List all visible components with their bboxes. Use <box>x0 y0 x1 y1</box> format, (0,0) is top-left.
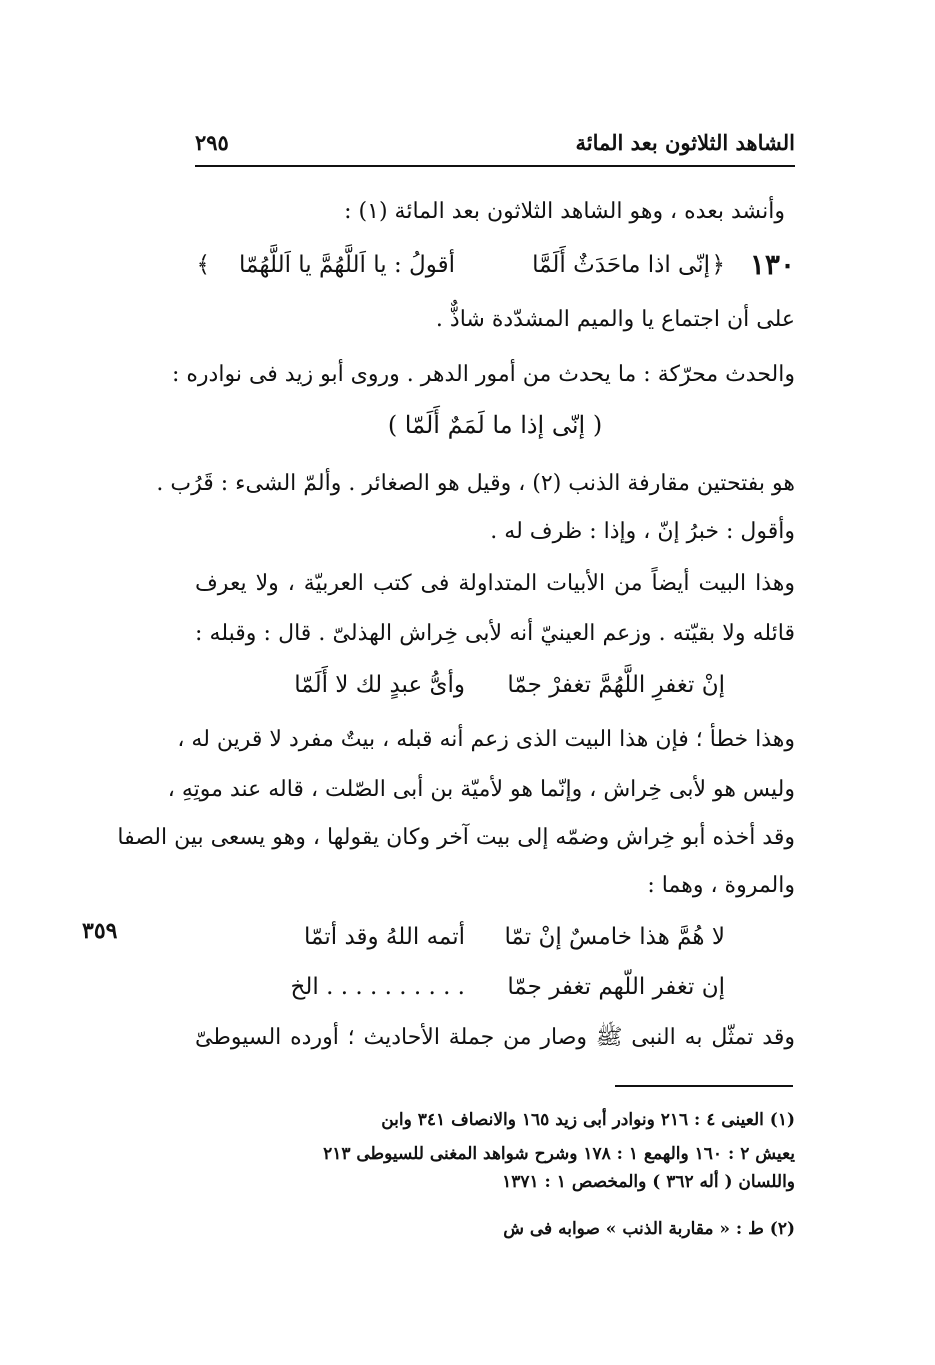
verse-number: ١٣٠ <box>749 248 795 281</box>
body-line: وليس هو لأبى خِراش ، وإنّما هو لأميّة بن أبى الصّلت ، قاله عند موتِهِ ، <box>167 777 795 802</box>
verse-close-mark: ﴾ <box>196 252 210 278</box>
body-line: والمروة ، وهما : <box>647 873 795 898</box>
header-rule <box>195 165 795 167</box>
poem-first-hemistich: إن تغفر اللّهم تغفر جمّا <box>507 974 725 1000</box>
verse-open-mark: ﴿ <box>711 252 725 278</box>
poem-first-hemistich: لا هُمَّ هذا خامسٌ إنْ تمّا <box>504 924 725 950</box>
poem-verse <box>195 664 795 706</box>
running-header <box>195 122 795 162</box>
page-number: ٢٩٥ <box>195 129 229 155</box>
body-line: وهذا خطأ ؛ فإن هذا البيت الذى زعم أنه قبله ، بيتٌ مفرد لا قرين له ، <box>177 727 795 752</box>
running-title: الشاهد الثلاثون بعد المائة <box>575 129 795 155</box>
poem-verse <box>195 966 795 1008</box>
verse-second-hemistich: أقولُ : يا اَللَّهُمَّ يا اَللَّهُمّا <box>239 252 455 278</box>
footnote-1: (١) العينى ٤ : ٢١٦ ونوادر أبى زيد ١٦٥ والانصاف ٣٤١ وابن <box>381 1110 795 1130</box>
poem-verse <box>195 916 795 958</box>
body-line: قائله ولا بقيّته . وزعم العينيّ أنه لأبى خِراش الهذلىّ . قال : وقبله : <box>195 621 795 646</box>
body-line: وأقول : خبرُ إنّ ، وإذا : ظرف له . <box>490 519 795 544</box>
footnote-1-cont: واللسان ( أله ٣٦٢ ) والمخصص ١ : ١٣٧١ <box>502 1172 795 1192</box>
body-line: وقد أخذه أبو خِراش وضمّه إلى بيت آخر وكان يقولها ، وهو يسعى بين الصفا <box>117 825 795 850</box>
body-line: وهذا البيت أيضاً من الأبيات المتداولة فى كتب العربيّة ، ولا يعرف <box>195 571 795 596</box>
body-line: هو بفتحتين مقارفة الذنب (٢) ، وقيل هو الصغائر . وألمّ الشىء : قَرُب . <box>156 471 795 496</box>
poem-second-hemistich: وأىُّ عبدٍ لك لا أَلَمّا <box>294 672 465 698</box>
verse-130 <box>195 244 795 286</box>
quoted-hemistich: ( إنّى إذا ما لَمَمٌ أَلَمّا ) <box>387 411 603 439</box>
verse-first-hemistich: إنّى اذا ماحَدَثٌ أَلَمَّا <box>532 252 710 278</box>
footnote-1-cont: يعيش ٢ : ١٦٠ والهمع ١ : ١٧٨ وشرح شواهد المغنى للسيوطى ٢١٣ <box>323 1144 795 1164</box>
body-line: وقد تمثّل به النبى ﷺ وصار من جملة الأحاديث ؛ أورده السيوطىّ <box>195 1025 795 1050</box>
poem-first-hemistich: إنْ تغفرِ اللَّهُمَّ تغفرْ جمّا <box>507 672 725 698</box>
intro-line: وأنشد بعده ، وهو الشاهد الثلاثون بعد المائة (١) : <box>344 199 785 224</box>
poem-second-hemistich: أتمه اللهُ وقد أتمّا <box>304 924 465 950</box>
footnote-2: (٢) ط : « مقاربة الذنب » صوابه فى ش <box>503 1219 795 1239</box>
body-line: والحدث محرّكة : ما يحدث من أمور الدهر . وروى أبو زيد فى نوادره : <box>172 362 795 387</box>
body-line: على أن اجتماع يا والميم المشدّدة شاذٌّ . <box>435 307 795 332</box>
footnote-rule <box>615 1085 793 1087</box>
margin-page-number: ٣٥٩ <box>82 918 118 944</box>
poem-second-hemistich: . . . . . . . . . . الخ <box>290 974 465 1000</box>
